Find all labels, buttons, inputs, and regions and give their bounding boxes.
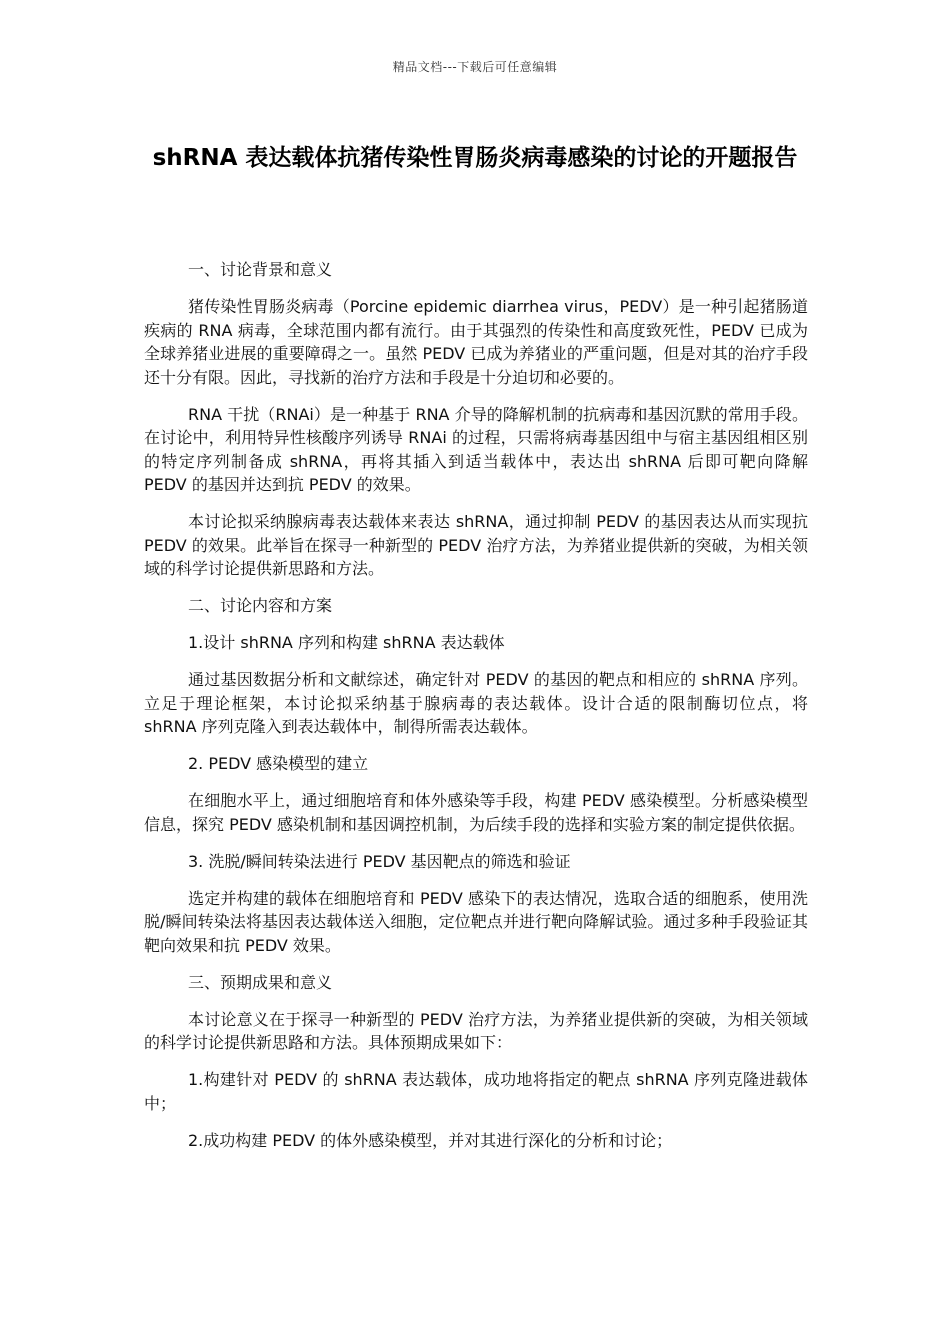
subheading-transfection: 3. 洗脱/瞬间转染法进行 PEDV 基因靶点的筛选和验证	[188, 851, 571, 871]
paragraph-infection-model: 在细胞水平上，通过细胞培育和体外感染等手段，构建 PEDV 感染模型。分析感染模型信息，探究 PEDV 感染机制和基因调控机制，为后续手段的选择和实验方案的制定提供依据。	[144, 791, 808, 834]
paragraph-approach: 本讨论拟采纳腺病毒表达载体来表达 shRNA，通过抑制 PEDV 的基因表达从而实现抗 PEDV 的效果。此举旨在探寻一种新型的 PEDV 治疗方法，为养猪业提供新的突破，为相关领域的科学讨论提供新思路和方法。	[144, 512, 808, 578]
section-heading-background: 一、讨论背景和意义	[188, 260, 333, 279]
header-note: 精品文档---下载后可任意编辑	[392, 60, 558, 74]
paragraph-shrna-design: 通过基因数据分析和文献综述，确定针对 PEDV 的基因的靶点和相应的 shRNA 序列。立足于理论框架，本讨论拟采纳基于腺病毒的表达载体。设计合适的限制酶切位点，将 shRNA 序列克隆入到表达载体中，制得所需表达载体。	[144, 670, 808, 736]
document-title: shRNA 表达载体抗猪传染性胃肠炎病毒感染的讨论的开题报告	[152, 145, 798, 171]
section-heading-outcomes: 三、预期成果和意义	[188, 972, 333, 992]
subheading-infection-model: 2. PEDV 感染模型的建立	[188, 754, 369, 773]
paragraph-rnai: RNA 干扰（RNAi）是一种基于 RNA 介导的降解机制的抗病毒和基因沉默的常用手段。在讨论中，利用特异性核酸序列诱导 RNAi 的过程，只需将病毒基因组中与宿主基因组相区别的特定序列制备成 shRNA，再将其插入到适当载体中，表达出 shRNA 后即可靶向降解 PEDV 的基因并达到抗 PEDV 的效果。	[144, 404, 808, 494]
paragraph-transfection: 选定并构建的载体在细胞培育和 PEDV 感染下的表达情况，选取合适的细胞系，使用洗脱/瞬间转染法将基因表达载体送入细胞，定位靶点并进行靶向降解试验。通过多种手段验证其靶向效果和抗 PEDV 效果。	[144, 888, 808, 955]
paragraph-pedv-intro: 猪传染性胃肠炎病毒（Porcine epidemic diarrhea virus，PEDV）是一种引起猪肠道疾病的 RNA 病毒，全球范围内都有流行。由于其强烈的传染性和高度致死性，PEDV 已成为全球养猪业进展的重要障碍之一。虽然 PEDV 已成为养猪业的严重问题，但是对其的治疗手段还十分有限。因此，寻找新的治疗方法和手段是十分迫切和必要的。	[144, 297, 808, 387]
paragraph-outcomes-intro: 本讨论意义在于探寻一种新型的 PEDV 治疗方法，为养猪业提供新的突破，为相关领域的科学讨论提供新思路和方法。具体预期成果如下：	[144, 1009, 808, 1052]
list-item-outcome-2: 2.成功构建 PEDV 的体外感染模型，并对其进行深化的分析和讨论；	[188, 1130, 673, 1150]
document-body	[144, 258, 808, 1166]
section-heading-content: 二、讨论内容和方案	[188, 596, 333, 615]
list-item-outcome-1: 1.构建针对 PEDV 的 shRNA 表达载体，成功地将指定的靶点 shRNA 序列克隆进载体中；	[144, 1070, 808, 1113]
subheading-shrna-design: 1.设计 shRNA 序列和构建 shRNA 表达载体	[188, 633, 505, 652]
